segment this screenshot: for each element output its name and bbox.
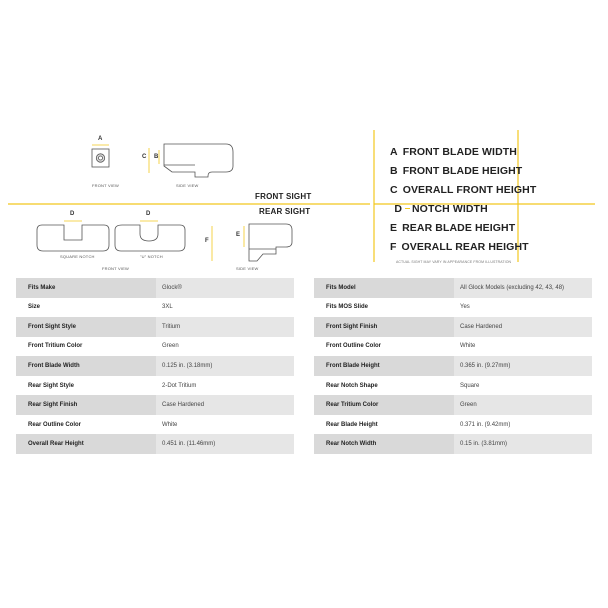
dim-letter-e: E: [236, 232, 241, 238]
spec-table-right: [314, 278, 592, 454]
spec-label: Size: [28, 304, 41, 311]
spec-value: 3XL: [162, 304, 173, 311]
legend-dash: [405, 208, 410, 210]
legend-disclaimer: ACTUAL SIGHT MAY VARY IN APPEARANCE FROM ILLUSTRATION: [396, 260, 512, 264]
rear-u-notch-view: [115, 221, 185, 251]
front-sight-title: FRONT SIGHT: [255, 192, 312, 201]
legend-row: [390, 218, 516, 237]
legend-letter: F: [390, 240, 397, 253]
spec-label: Front Outline Color: [326, 343, 381, 350]
spec-value: Green: [162, 343, 179, 350]
spec-row: [314, 395, 592, 415]
spec-label: Fits MOS Slide: [326, 304, 369, 311]
spec-table-left: [16, 278, 294, 454]
spec-row: [16, 278, 294, 298]
spec-row: [314, 278, 592, 298]
spec-value: 0.365 in. (9.27mm): [454, 356, 592, 376]
legend-text: FRONT BLADE HEIGHT: [402, 164, 523, 177]
spec-row: [314, 434, 592, 454]
spec-row: [16, 298, 294, 318]
spec-label: Rear Notch Width: [326, 441, 377, 448]
spec-value: Tritium: [156, 317, 294, 337]
spec-value: Case Hardened: [156, 395, 294, 415]
u-notch-caption: "U" NOTCH: [140, 254, 163, 259]
spec-label: Front Sight Style: [28, 323, 76, 330]
spec-value: Square: [460, 382, 480, 389]
legend-row: [390, 142, 517, 161]
legend-text: OVERALL REAR HEIGHT: [401, 240, 529, 253]
spec-value: White: [162, 421, 178, 428]
legend-row: [390, 199, 510, 218]
spec-value: Yes: [460, 304, 470, 311]
front-view-caption-rear: FRONT VIEW: [102, 266, 130, 271]
spec-value: 2-Dot Tritium: [162, 382, 197, 389]
spec-label: Overall Rear Height: [28, 441, 84, 448]
legend-text: FRONT BLADE WIDTH: [402, 145, 517, 158]
legend-row: [390, 180, 537, 199]
legend-letter: A: [390, 145, 398, 158]
spec-row: [314, 337, 592, 357]
dim-letter-d-u: D: [146, 211, 151, 217]
side-view-caption: SIDE VIEW: [176, 183, 199, 188]
legend-letter: E: [390, 221, 398, 234]
legend-text: NOTCH WIDTH: [412, 202, 488, 215]
spec-row: [16, 356, 294, 376]
legend-text: OVERALL FRONT HEIGHT: [402, 183, 537, 196]
spec-label: Rear Tritium Color: [326, 402, 379, 409]
dim-letter-f: F: [205, 238, 209, 244]
front-view-caption: FRONT VIEW: [92, 183, 120, 188]
spec-value: 0.451 in. (11.46mm): [156, 434, 294, 454]
rear-sight-side-view: [212, 224, 292, 261]
spec-value: Green: [454, 395, 592, 415]
legend-row: [390, 237, 529, 256]
spec-label: Fits Make: [28, 284, 56, 291]
spec-label: Rear Sight Finish: [28, 402, 78, 409]
spec-label: Front Blade Width: [28, 362, 80, 369]
spec-value: 0.15 in. (3.81mm): [454, 434, 592, 454]
legend-text: REAR BLADE HEIGHT: [402, 221, 516, 234]
front-sight-side-view: [149, 144, 233, 177]
spec-row: [16, 395, 294, 415]
legend-letter: C: [390, 183, 398, 196]
spec-value: White: [460, 343, 476, 350]
dim-letter-c: C: [142, 154, 147, 160]
spec-label: Rear Outline Color: [28, 421, 82, 428]
spec-value: 0.371 in. (9.42mm): [460, 421, 511, 428]
dim-letter-d-square: D: [70, 211, 75, 217]
spec-row: [314, 317, 592, 337]
square-notch-caption: SQUARE NOTCH: [60, 254, 95, 259]
spec-row: [16, 376, 294, 396]
legend-letter: B: [390, 164, 398, 177]
spec-label: Rear Blade Height: [326, 421, 378, 428]
spec-row: [16, 317, 294, 337]
spec-row: [314, 376, 592, 396]
legend-row: [390, 161, 523, 180]
rear-square-notch-view: [37, 221, 109, 251]
spec-value: All Glock Models (excluding 42, 43, 48): [454, 278, 592, 298]
spec-row: [16, 415, 294, 435]
spec-label: Rear Notch Shape: [326, 382, 378, 389]
spec-value: 0.125 in. (3.18mm): [156, 356, 294, 376]
spec-label: Front Tritium Color: [28, 343, 83, 350]
spec-label: Front Blade Height: [326, 362, 380, 369]
spec-label: Front Sight Finish: [326, 323, 378, 330]
spec-row: [314, 298, 592, 318]
side-view-caption-rear: SIDE VIEW: [236, 266, 259, 271]
dim-letter-a: A: [98, 136, 103, 142]
spec-row: [16, 434, 294, 454]
spec-row: [314, 356, 592, 376]
spec-value: Case Hardened: [454, 317, 592, 337]
dim-letter-b: B: [154, 154, 159, 160]
spec-label: Rear Sight Style: [28, 382, 75, 389]
front-sight-front-view: [92, 145, 109, 167]
spec-value: Glock®: [156, 278, 294, 298]
legend-letter: D: [394, 202, 402, 215]
spec-label: Fits Model: [326, 284, 356, 291]
spec-row: [16, 337, 294, 357]
dimension-legend: [390, 142, 537, 256]
spec-row: [314, 415, 592, 435]
rear-sight-title: REAR SIGHT: [259, 207, 311, 216]
